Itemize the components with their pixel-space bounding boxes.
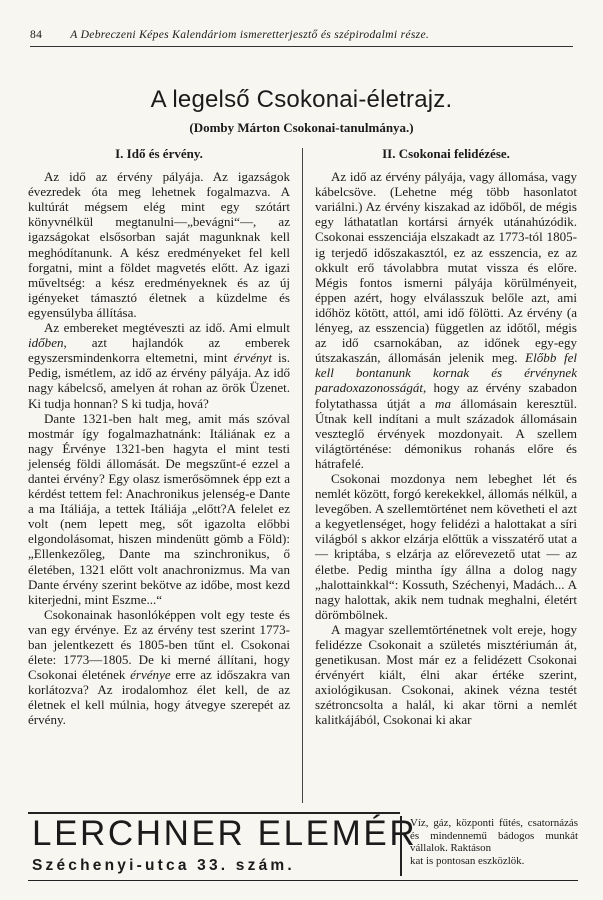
running-header: [30, 28, 573, 41]
page-number: 84: [30, 28, 43, 41]
emphasis: érvénye: [130, 667, 171, 683]
advertisement: [28, 812, 578, 882]
section-heading-1: I. Idő és érvény.: [115, 146, 203, 161]
article-title: A legelső Csokonai-életrajz.: [150, 86, 453, 113]
ad-divider: [400, 816, 402, 876]
ad-services: [410, 817, 578, 867]
paragraph: A magyar szellemtörténetnek volt ereje, hogy felidézze Csokonait a születés misztériumán át, genetikusan. Most már ez a felidézett Csokonai érvényért kiált, élni akar értéke szerint, axiológikusan. Csokonai, akinek vézna testét szétroncsolta a halál, ki akar törni a nemlét kalitkájából, Csokonai ki akar: [315, 621, 577, 728]
paragraph: [28, 320, 290, 411]
text-run: erre az időszakra van korlátozva? Az irodalomhoz élet kell, de az életnek el kell múlnia, hogy átvegye szerepét az érvény.: [28, 667, 290, 728]
paragraph: [315, 169, 577, 471]
ad-address: Széchenyi-utca 33. szám.: [32, 857, 295, 874]
text-run: Csokonainak hasonlóképpen volt egy teste és van egy érvénye. Ez az érvény test szerint 1773-ban jelentkezett és 1805-ben tűnt el. Csokonai élete: 1773—1805. De ki merné állítani, hogy Csokonai életének: [28, 606, 290, 683]
left-column: [28, 146, 290, 728]
emphasis: időben: [28, 335, 64, 351]
ad-bottom-rule: [28, 880, 578, 881]
emphasis: érvényt: [233, 350, 272, 366]
paragraph: Csokonai mozdonya nem lebeghet lét és nemlét között, forgó kerekekkel, állomás nélkül, a levegőben. A szellemtörténet nem követheti el azt a kegyetlenséget, hogy felidézi a halottakat a síri világból s akkor elzárja előttük a visszatérő utat a — kriptába, s elzárja az előrevezető utat — az életbe. Pedig mintha így állna a dolog nagy „halottainkkal“: Kossuth, Széchenyi, Madách... A nagy halottak, akik nem tudnak meghalni, életért dörömbölnek.: [315, 470, 577, 622]
paragraph: Dante 1321-ben halt meg, amit más szóval mostmár így fogalmazhatnánk: Itáliának ez a nagy Érvénye 1321-ben hagyta el mint testi jelenség földi állomását. De megszűnt-é ezzel a dantei érvény? Egy olasz ismerősömnek épp ezt a kérdést tettem fel: Anachronikus jelenség-e Dante a ma Itáliája, a tettek Itáliája „előtt?A felelet ez volt (nem lepett meg, sőt igazolta előbbi elgondolásomat, hiszen mindenütt gömb a Föld): „Ellenkezőleg, Dante ma szinchronikus, ő életében, 1321 előtt volt anachronizmus. Ma van Dante érvény szerint bekötve az időbe, most kezd kiterjedni, mint Eszme...“: [28, 410, 290, 607]
paragraph: Az idő az érvény pályája. Az igazságok évezredek óta meg lehetnek fogalmazva. A kultúrát mégsem elég mint egy szótárt könyvnélkül megtanulni—„bevágni“—, az igazságokat elsősorban saját magunknak kell meghódítanunk. A kész eredményeket fel kell forgatni, mint a földet magvetés előtt. Az igazi műveltség: a kész eredményeknek és az új igényeket támasztó életnek a küzdelme és egyensúlyba állítása.: [28, 169, 290, 320]
text-run: Az idő az érvény pályája, vagy állomása, vagy kábelcsöve. (Lehetne még több hasonlatot variálni.) Az érvény kiszakad az időből, de mégis egy láthatatlan kortársi árnyék utánahúzódik. Csokonai esszenciája elszakadt az 1773-tól 1805-ig terjedő időszakasztól, ez az esszencia, ez az okkult erő távolabbra mutat vissza és előre. Mégis fontos ismerni pályája körülményeit, éppen azért, hogy elválasszuk belőle azt, ami időhöz kötött, attól, ami idő fölötti. Az érvény (a lényeg, az esszencia) független az időtől, mégis az idő csarnokában, az időnek egy-egy útszakaszán, állomásán jelenik meg.: [315, 169, 577, 366]
section-heading-2: II. Csokonai felidézése.: [382, 146, 510, 161]
running-title: A Debreczeni Képes Kalendáriom ismeretterjesztő és szépirodalmi része.: [70, 28, 430, 41]
text-run: , azt hajlandók az emberek egyszersmindenkorra eltemetni, mint: [28, 335, 290, 366]
article-subtitle: (Domby Márton Csokonai-tanulmánya.): [189, 120, 414, 135]
emphasis: ma: [435, 395, 451, 411]
text-run: is. Pedig, ismétlem, az idő az érvény pályája. Az idő nagy kábelcső, amelyen át rohan az örök Üzenet. Ki tudja honnan? S ki tudja, hová?: [28, 350, 290, 411]
emphasis: Előbb fel kell bontanunk kornak és érvénynek paradoxazonosságát: [315, 350, 577, 396]
column-divider: [302, 148, 303, 803]
text-run: állomásain keresztül. Útnak kell indítani a mult századok állomásain veszteglő érvények mozdonyait. A szellem világtörténése: démonikus rohanás előre és hátrafelé.: [315, 395, 577, 471]
ad-firm-name: LERCHNER ELEMÉR: [32, 814, 418, 853]
ad-services-line: kat is pontosan eszközlök.: [410, 854, 525, 867]
text-run: Az embereket megtéveszti az idő. Ami elmult: [44, 320, 290, 336]
paragraph: [28, 607, 290, 728]
right-column: [315, 146, 577, 728]
text-run: , hogy az érvény szabadon folytathassa útját a: [315, 380, 577, 411]
ad-services-line: Víz, gáz, központi fűtés, csatornázás és mindennemű bádogos munkát vállalok. Raktáson: [410, 817, 578, 855]
